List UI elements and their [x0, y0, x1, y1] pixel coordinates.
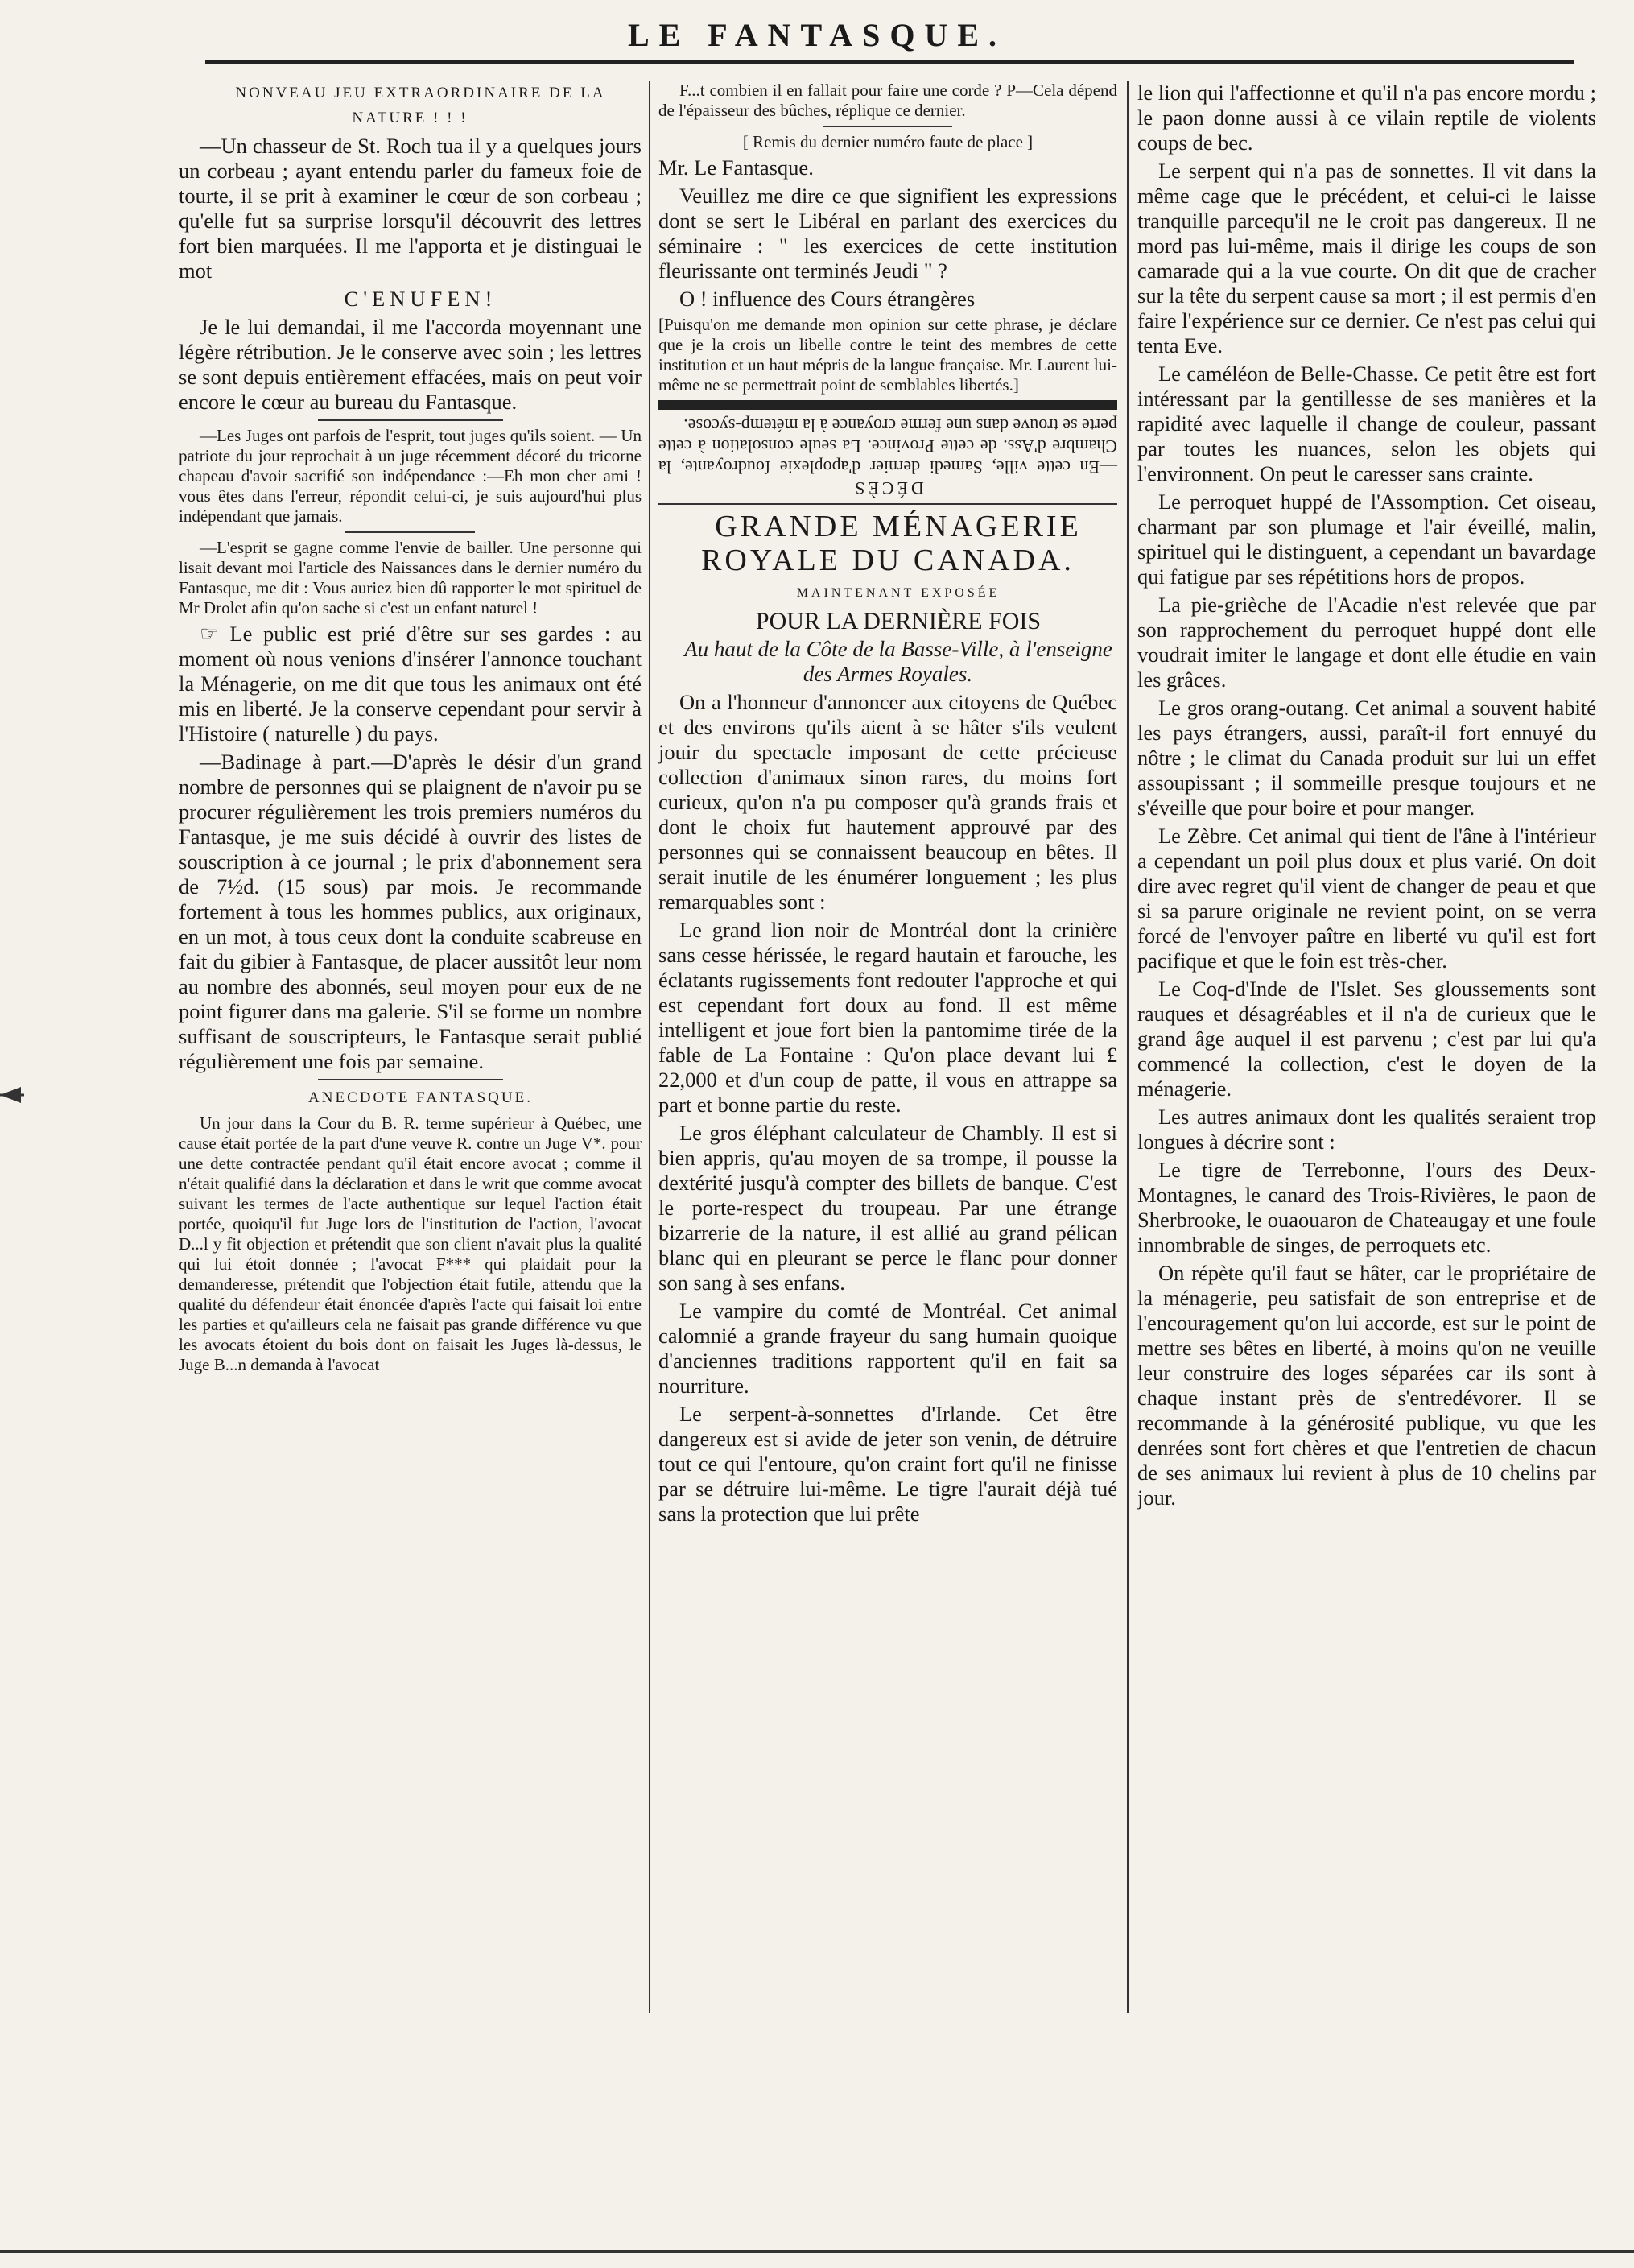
separator: [318, 1079, 503, 1080]
ad-subtitle: POUR LA DERNIÈRE FOIS: [755, 608, 1042, 634]
ad-paragraph: Le gros orang-outang. Cet animal a souvent habité les pays étrangers, aussi, paraît-il fort ennuyé du nôtre ; le climat du Canada produit sur lui un effet assoupissant ; il sommeille presque toujours et ne s'éveille que pour boire et pour manger.: [1137, 696, 1596, 820]
ad-paragraph: Le Zèbre. Cet animal qui tient de l'âne à l'intérieur a cependant un poil plus doux et plus varié. On doit dire avec regret qu'il vient de changer de peau et que si sa parure originale ne revient point, on se verra forcé de l'envoyer paître en liberté vu qu'il est fort pacifique et que le foin est très-cher.: [1137, 824, 1596, 973]
article-heading: NONVEAU JEU EXTRAORDINAIRE DE LA NATURE ! ! !: [235, 85, 606, 126]
article-paragraph: Je le lui demandai, il me l'accorda moyennant une légère rétribution. Je le conserve avec soin ; les lettres se sont depuis entièrement effacées, mais on peut voir encore le cœur au bureau du Fantasque.: [179, 315, 642, 414]
article-paragraph: —Les Juges ont parfois de l'esprit, tout juges qu'ils soient. — Un patriote du jour reprochait à un juge récemment décoré du tricorne chapeau d'avoir sacrifié son indépendance :—Eh mon cher ami ! vous êtes dans l'erreur, répondit celui-ci, je suis aujourd'hui plus indépendant que jamais.: [179, 426, 642, 526]
ad-paragraph: Le serpent qui n'a pas de sonnettes. Il vit dans la même cage que le précédent, et celui-ci le laisse tranquille parcequ'il ne le croit pas dangereux. Il ne mord pas lui-même, mais il dirige les coups de son camarade qui a la vue courte. On dit que de cracher sur la tête du serpent cause sa mort ; il est permis d'en faire l'expérience sur ce dernier. Ce n'est pas celui qui tenta Eve.: [1137, 159, 1596, 357]
article-paragraph: —Un chasseur de St. Roch tua il y a quelques jours un corbeau ; ayant entendu parler du fameux foie de tourte, il se prit à examiner le cœur de son corbeau ; qu'elle fut sa surprise lorsqu'il découvrit des lettres fort bien marquées. Il me l'apporta et je distinguai le mot: [179, 134, 642, 283]
ad-paragraph: Le vampire du comté de Montréal. Cet animal calomnié a grande frayeur du sang humain quoique d'anciennes traditions rapportent qu'il en fait sa nourriture.: [658, 1299, 1117, 1398]
ad-subtitle: MAINTENANT EXPOSÉE: [796, 586, 1001, 600]
article-word: C'ENUFEN!: [344, 287, 497, 311]
column-1: [179, 81, 642, 1378]
article-paragraph: Un jour dans la Cour du B. R. terme supérieur à Québec, une cause était portée de la part d'une veuve R. contre un Juge V*. pour une dette contractée pendant qu'il était encore avocat ; comme il n'était qualifié dans la déclaration et dans le writ que comme avocat suivant les termes de l'acte authentique sur lequel l'action était portée, quoiqu'il fut Juge lors de l'institution de l'action, l'avocat D...l y fit objection et prétendit que son client n'avait plus la qualité qui lui étoit donnée ; l'avocat F*** qui plaidait pour la demanderesse, prétendit que l'objection était futile, attendu que la qualité du défendeur était énoncée d'après l'acte qui faisait loi entre les parties et qu'ailleurs cela ne faisait pas grande différence vu que les avocats étoient du bois dont on faisait les Juges là-dessus, le Juge B...n demanda à l'avocat: [179, 1113, 642, 1374]
ad-paragraph: Le perroquet huppé de l'Assomption. Cet oiseau, charmant par son plumage et l'air éveillé, malin, spirituel qui le distinguent, a cependant un bavardage qui fatigue par ses répétitions hors de propos.: [1137, 490, 1596, 589]
article-heading: ANECDOTE FANTASQUE.: [308, 1089, 533, 1106]
column-divider: [1127, 81, 1129, 2013]
inverted-notice-title: DÉCÈS: [852, 478, 924, 498]
separator: [318, 419, 503, 421]
editor-note: [Puisqu'on me demande mon opinion sur cette phrase, je déclare que je la crois un libelle contre le teint des membres de cette institution et un haut mépris de la langue française. Mr. Laurent lui-même ne se permettrait point de semblables libertés.]: [658, 315, 1117, 395]
article-paragraph: —L'esprit se gagne comme l'envie de bailler. Une personne qui lisait devant moi l'article des Naissances dans le dernier numéro du Fantasque, me dit : Vous auriez bien dû rapporter le mot spirituel de Mr Drolet afin qu'on sache si c'est un enfant naturel !: [179, 538, 642, 618]
ad-paragraph: Le gros éléphant calculateur de Chambly. Il est si bien appris, qu'au moyen de sa trompe, il pousse la dextérité jusqu'à compter des billets de banque. C'est le porte-respect du troupeau. Par une étrange bizarrerie de la nature, il est allié au grand pélican blanc qui en pleurant se perce le flanc pour donner son sang à ses enfans.: [658, 1121, 1117, 1295]
column-2: [658, 81, 1117, 1530]
ad-paragraph: Le caméléon de Belle-Chasse. Ce petit être est fort intéressant par la gentillesse de ses manières et la rapidité avec laquelle il change de couleur, passant par toutes les nuances, selon les objets qui l'environnent. On peut le caresser sans crainte.: [1137, 361, 1596, 485]
ad-paragraph: le lion qui l'affectionne et qu'il n'a pas encore mordu ; le paon donne aussi à ce vilain reptile de violents coups de bec.: [1137, 81, 1596, 155]
column-divider: [649, 81, 650, 2013]
separator: [823, 126, 952, 127]
masthead-title: LE FANTASQUE.: [627, 17, 1007, 53]
inverted-notice-text: —En cette ville, Samedi dernier d'apoplexie foudroyante, la Chambre d'Ass. de cette Province. La seule consolation à cette perte se trouve dans une ferme croyance à la métemp-sycose.: [658, 415, 1117, 477]
separator: [658, 503, 1117, 505]
article-paragraph: F...t combien il en fallait pour faire une corde ? P—Cela dépend de l'épaisseur des bûches, réplique ce dernier.: [658, 81, 1117, 120]
column-3: [1137, 81, 1596, 1514]
ad-paragraph: Les autres animaux dont les qualités seraient trop longues à décrire sont :: [1137, 1105, 1596, 1154]
separator: [345, 531, 475, 533]
ad-title: GRANDE MÉNAGERIE ROYALE DU CANADA.: [701, 510, 1082, 577]
ad-paragraph: La pie-grièche de l'Acadie n'est relevée que par son rapprochement du perroquet huppé dont elle voudrait imiter le langage et dont elle étudie en vain les grâces.: [1137, 593, 1596, 692]
inverted-notice: [658, 415, 1117, 498]
top-rule: [205, 60, 1574, 64]
bottom-rule: [0, 2250, 1634, 2253]
ad-paragraph: Le Coq-d'Inde de l'Islet. Ses gloussements sont rauques et désagréables et il n'a de curieux que le grand âge auquel il est parvenu ; c'est par lui qu'a commencé la collection, c'est le doyen de la ménagerie.: [1137, 977, 1596, 1101]
article-paragraph: Veuillez me dire ce que signifient les expressions dont se sert le Libéral en parlant des exercices du séminaire : " les exercices de cette institution fleurissante ont terminés Jeudi " ?: [658, 184, 1117, 283]
ad-paragraph: Le serpent-à-sonnettes d'Irlande. Cet être dangereux est si avide de jeter son venin, de détruire tout ce qui l'entoure, qu'on craint fort qu'il ne finisse par se détruire lui-même. Le tigre l'aurait déjà tué sans la protection que lui prête: [658, 1402, 1117, 1526]
ad-paragraph: Le grand lion noir de Montréal dont la crinière sans cesse hérissée, le regard hautain et farouche, les éclatants rugissements font redouter l'approche et qui est cependant fort doux au fond. Il est même intelligent et joue fort bien la pantomime tirée de la fable de La Fontaine : Qu'on place devant lui £ 22,000 et d'un coup de patte, il vous en attrappe sa part et bonne partie du reste.: [658, 918, 1117, 1117]
article-paragraph: ☞ Le public est prié d'être sur ses gardes : au moment où nous venions d'insérer l'annonce touchant la Ménagerie, on me dit que tous les animaux ont été mis en liberté. Je la conserve cependant pour servir à l'Histoire ( naturelle ) du pays.: [179, 622, 642, 746]
thick-rule: [658, 400, 1117, 410]
editor-note: [ Remis du dernier numéro faute de place ]: [742, 132, 1034, 151]
article-paragraph: O ! influence des Cours étrangères: [679, 287, 976, 311]
margin-mark: [0, 1071, 24, 1119]
article-paragraph: —Badinage à part.—D'après le désir d'un grand nombre de personnes qui se plaignent de n'avoir pu se procurer régulièrement les trois premiers numéros du Fantasque, je me suis décidé à ouvrir des listes de souscription à ce journal ; le prix d'abonnement sera de 7½d. (15 sous) par mois. Je recommande fortement à tous les hommes publics, aux originaux, en un mot, à tous ceux dont la conduite scabreuse en fait du gibier à Fantasque, de placer aussitôt leur nom au nombre des abonnés, seul moyen pour eux de ne point figurer dans ma galerie. S'il se forme un nombre suffisant de souscripteurs, le Fantasque serait publié régulièrement une fois par semaine.: [179, 750, 642, 1073]
ad-location: Au haut de la Côte de la Basse-Ville, à l'enseigne des Armes Royales.: [684, 637, 1112, 686]
ad-paragraph: On a l'honneur d'annoncer aux citoyens de Québec et des environs qu'ils aient à se hâter s'ils veulent jouir du spectacle imposant de cette précieuse collection d'animaux sinon rares, du moins fort curieux, qu'on n'a pu composer qu'à grands frais et dont le choix fut hautement approuvé par des personnes qui se connaissent beaucoup en bêtes. Il serait inutile de les énumérer longuement ; les plus remarquables sont :: [658, 690, 1117, 914]
letter-salutation: Mr. Le Fantasque.: [658, 155, 814, 180]
ad-paragraph: On répète qu'il faut se hâter, car le propriétaire de la ménagerie, peu satisfait de son entreprise et de l'encouragement qu'on lui accorde, est sur le point de mettre ses bêtes en liberté, à moins qu'on ne veuille leur construire des loges séparées car ils sont à chaque instant près de s'entredévorer. Il se recommande à la générosité publique, vu que les denrées sont fort chères et que l'entretien de chacun de ses animaux lui revient à plus de 10 chelins par jour.: [1137, 1261, 1596, 1510]
ad-paragraph: Le tigre de Terrebonne, l'ours des Deux-Montagnes, le canard des Trois-Rivières, le paon de Sherbrooke, le ouaouaron de Chateaugay et une foule innombrable de singes, de perroquets etc.: [1137, 1158, 1596, 1257]
